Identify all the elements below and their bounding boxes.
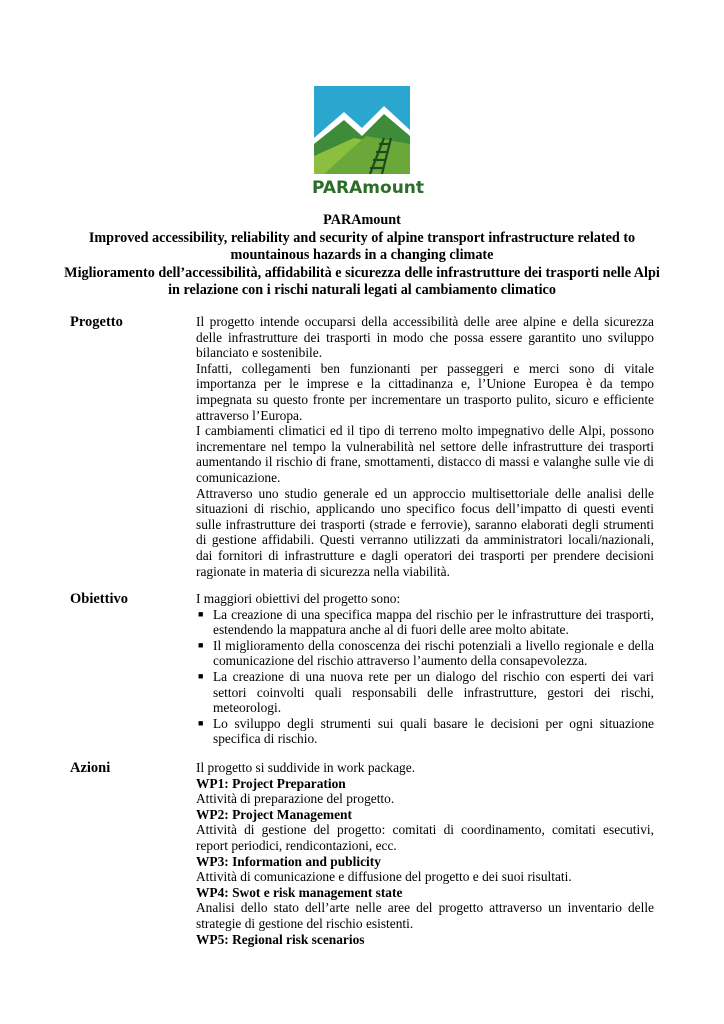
section-body (196, 591, 654, 747)
paramount-logo-mark (314, 86, 410, 174)
list-item (196, 638, 654, 669)
wp-description: Attività di preparazione del progetto. (196, 791, 395, 807)
bullet-icon: ■ (198, 670, 204, 681)
wp-title: WP3: Information and publicity (196, 853, 381, 869)
intro-text: Il progetto si suddivide in work package. (196, 760, 416, 775)
wp-title: WP2: Project Management (196, 806, 352, 822)
wp-description: Analisi dello stato dell’arte nelle aree del progetto attraverso un inventario delle strategie di gestione del rischio esistenti. (196, 900, 654, 931)
list-item (196, 607, 654, 638)
wp-title: WP4: Swot e risk management state (196, 884, 403, 900)
wp-title: WP1: Project Preparation (196, 775, 346, 791)
title-italian: Miglioramento dell’accessibilità, affidabilità e sicurezza delle infrastrutture dei trasporti nelle Alpi in relazione con i rischi naturali legati al cambiamento climatico (64, 264, 660, 299)
wp-description: Attività di comunicazione e diffusione del progetto e dei suoi risultati. (196, 869, 572, 885)
wp-description: Attività di gestione del progetto: comitati di coordinamento, comitati esecutivi, report periodici, rendicontazioni, ecc. (196, 822, 654, 853)
paragraph: I cambiamenti climatici ed il tipo di terreno molto impegnativo delle Alpi, possono incrementare nel tempo la vulnerabilità nel settore delle infrastrutture dei trasporti aumentando il rischio di frane, smottamenti, distacco di massi e valanghe sulle vie di comunicazione. (196, 423, 654, 485)
section-body (196, 760, 654, 947)
paragraph: Infatti, collegamenti ben funzionanti per passeggeri e merci sono di vitale importanza per le imprese e la cittadinanza e, l’Unione Europea è da tempo impegnata su questo fronte per incrementare un trasporto pulito, sicuro e efficiente attraverso l’Europa. (196, 360, 654, 423)
section-body (196, 314, 654, 579)
list-item-text: La creazione di una nuova rete per un dialogo del rischio con esperti dei vari settori coinvolti quali responsabili delle infrastrutture, gestori dei rischi, meteorologi. (213, 668, 654, 716)
intro-text: I maggiori obiettivi del progetto sono: (196, 591, 401, 606)
bullet-icon: ■ (198, 717, 204, 728)
section-heading: Progetto (70, 314, 123, 330)
section-heading: Obiettivo (70, 591, 128, 607)
list-item (196, 669, 654, 716)
list-item-text: Lo sviluppo degli strumenti sui quali basare le decisioni per ogni situazione specifica di rischio. (213, 715, 654, 747)
list-item-text: Il miglioramento della conoscenza dei rischi potenziali a livello regionale e della comunicazione del rischio attraverso l’aumento della consapevolezza. (213, 637, 654, 669)
list-item-text: La creazione di una specifica mappa del rischio per le infrastrutture dei trasporti, estendendo la mappatura anche al di fuori delle aree molto abitate. (213, 606, 654, 638)
document-title (60, 212, 664, 300)
bullet-icon: ■ (198, 608, 204, 619)
list-item (196, 716, 654, 747)
paramount-logo (314, 86, 410, 174)
paragraph: Il progetto intende occuparsi della accessibilità delle aree alpine e della sicurezza delle infrastrutture dei trasporti in modo che possa essere garantito uno sviluppo bilanciato e sostenibile. (196, 314, 654, 361)
title-english: Improved accessibility, reliability and security of alpine transport infrastructure related to mountainous hazards in a changing climate (88, 229, 636, 264)
paragraph: Attraverso uno studio generale ed un approccio multisettoriale delle analisi delle situazioni di rischio, applicando uno specifico focus dell’impatto di questi eventi sulle infrastrutture dei trasporti (strade e ferrovie), saranno elaborati degli strumenti di gestione affidabili. Questi verranno utilizzati da amministratori locali/nazionali, dai fornitori di infrastrutture e dagli operatori dei trasporti per prendere decisioni ragionate in materia di sicurezza nella viabilità. (196, 485, 654, 579)
wp-title: WP5: Regional risk scenarios (196, 931, 365, 947)
project-name: PARAmount (323, 212, 401, 228)
bullet-icon: ■ (198, 639, 204, 650)
logo-wordmark: PARAmount (312, 178, 425, 198)
objectives-list (196, 607, 654, 747)
section-heading: Azioni (70, 760, 111, 776)
